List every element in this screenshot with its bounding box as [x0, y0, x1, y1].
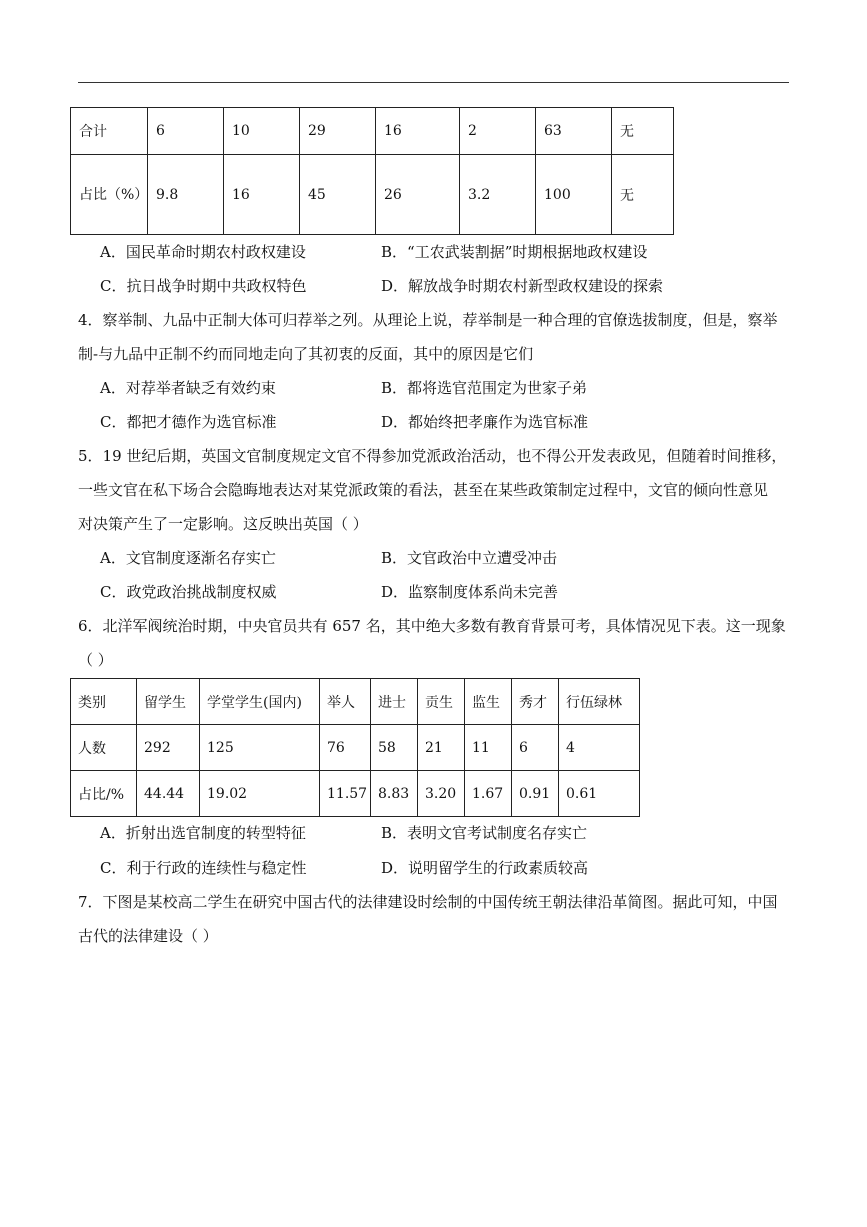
table-header-cell: 行伍绿林 — [559, 679, 640, 725]
table-header-cell: 进士 — [371, 679, 418, 725]
officials-education-table — [70, 678, 640, 817]
q4-option-c[interactable]: C．都把才德作为选官标准 — [100, 413, 277, 431]
q6-option-a[interactable]: A．折射出选官制度的转型特征 — [100, 824, 306, 842]
table-cell: 无 — [612, 155, 674, 235]
q5-stem-line-1: 5．19 世纪后期，英国文官制度规定文官不得参加党派政治活动，也不得公开发表政见，但随着时间推移， — [78, 447, 787, 465]
table-cell: 100 — [536, 155, 612, 235]
q5-option-a[interactable]: A．文官制度逐渐名存实亡 — [100, 549, 276, 567]
table-row — [71, 108, 674, 155]
table-cell: 占比（%） — [71, 155, 148, 235]
q3-option-a[interactable]: A．国民革命时期农村政权建设 — [100, 243, 306, 261]
table-cell: 1.67 — [465, 771, 512, 817]
q5-option-d[interactable]: D．监察制度体系尚未完善 — [381, 583, 559, 601]
table-cell: 占比/% — [71, 771, 137, 817]
table-cell: 11 — [465, 725, 512, 771]
header-rule — [78, 82, 789, 83]
table-cell: 125 — [200, 725, 320, 771]
table-cell: 10 — [224, 108, 300, 155]
q7-stem-line-2: 古代的法律建设（ ） — [78, 927, 218, 945]
q4-option-d[interactable]: D．都始终把孝廉作为选官标准 — [381, 413, 589, 431]
table-cell: 45 — [300, 155, 376, 235]
table-header-cell: 贡生 — [418, 679, 465, 725]
table-cell: 19.02 — [200, 771, 320, 817]
q5-option-b[interactable]: B．文官政治中立遭受冲击 — [381, 549, 558, 567]
q6-option-d[interactable]: D．说明留学生的行政素质较高 — [381, 859, 589, 877]
table-cell: 11.57 — [320, 771, 371, 817]
table-cell: 3.2 — [460, 155, 536, 235]
table-row — [71, 155, 674, 235]
q3-option-c[interactable]: C．抗日战争时期中共政权特色 — [100, 277, 307, 295]
q6-stem-line-2: （ ） — [78, 651, 113, 669]
table-header-cell: 举人 — [320, 679, 371, 725]
table-row — [71, 771, 640, 817]
q4-stem-line-1: 4．察举制、九品中正制大体可归荐举之列。从理论上说，荐举制是一种合理的官僚选拔制度，但是，察举 — [78, 311, 778, 329]
table-cell: 16 — [376, 108, 460, 155]
table-cell: 4 — [559, 725, 640, 771]
table-header-cell: 秀才 — [512, 679, 559, 725]
q7-stem-line-1: 7．下图是某校高二学生在研究中国古代的法律建设时绘制的中国传统王朝法律沿革简图。据此可知，中国 — [78, 893, 778, 911]
table-cell: 6 — [512, 725, 559, 771]
table-header-cell: 留学生 — [137, 679, 200, 725]
stats-table-1 — [70, 107, 674, 235]
table-cell: 26 — [376, 155, 460, 235]
q5-stem-line-3: 对决策产生了一定影响。这反映出英国（ ） — [78, 515, 368, 533]
table-header-row — [71, 679, 640, 725]
q6-option-c[interactable]: C．利于行政的连续性与稳定性 — [100, 859, 307, 877]
table-cell: 6 — [148, 108, 224, 155]
table-cell: 8.83 — [371, 771, 418, 817]
table-cell: 16 — [224, 155, 300, 235]
table-cell: 无 — [612, 108, 674, 155]
table-cell: 292 — [137, 725, 200, 771]
table-cell: 0.61 — [559, 771, 640, 817]
table-cell: 9.8 — [148, 155, 224, 235]
q4-option-a[interactable]: A．对荐举者缺乏有效约束 — [100, 379, 276, 397]
table-cell: 21 — [418, 725, 465, 771]
table-row — [71, 725, 640, 771]
q6-stem-line-1: 6．北洋军阀统治时期，中央官员共有 657 名，其中绝大多数有教育背景可考，具体情况见下表。这一现象 — [78, 617, 786, 635]
table-header-cell: 类别 — [71, 679, 137, 725]
table-cell: 3.20 — [418, 771, 465, 817]
table-cell: 合计 — [71, 108, 148, 155]
table-header-cell: 监生 — [465, 679, 512, 725]
table-cell: 63 — [536, 108, 612, 155]
q5-option-c[interactable]: C．政党政治挑战制度权威 — [100, 583, 277, 601]
q5-stem-line-2: 一些文官在私下场合会隐晦地表达对某党派政策的看法，甚至在某些政策制定过程中，文官的倾向性意见 — [78, 481, 769, 499]
q4-option-b[interactable]: B．都将选官范围定为世家子弟 — [381, 379, 588, 397]
table-cell: 2 — [460, 108, 536, 155]
table-header-cell: 学堂学生(国内) — [200, 679, 320, 725]
table-cell: 0.91 — [512, 771, 559, 817]
table-cell: 76 — [320, 725, 371, 771]
q3-option-d[interactable]: D．解放战争时期农村新型政权建设的探索 — [381, 277, 664, 295]
q6-option-b[interactable]: B．表明文官考试制度名存实亡 — [381, 824, 588, 842]
table-cell: 29 — [300, 108, 376, 155]
table-cell: 58 — [371, 725, 418, 771]
table-cell: 人数 — [71, 725, 137, 771]
table-cell: 44.44 — [137, 771, 200, 817]
q4-stem-line-2: 制-与九品中正制不约而同地走向了其初衷的反面，其中的原因是它们 — [78, 345, 534, 363]
q3-option-b[interactable]: B．“工农武装割据”时期根据地政权建设 — [381, 243, 648, 261]
